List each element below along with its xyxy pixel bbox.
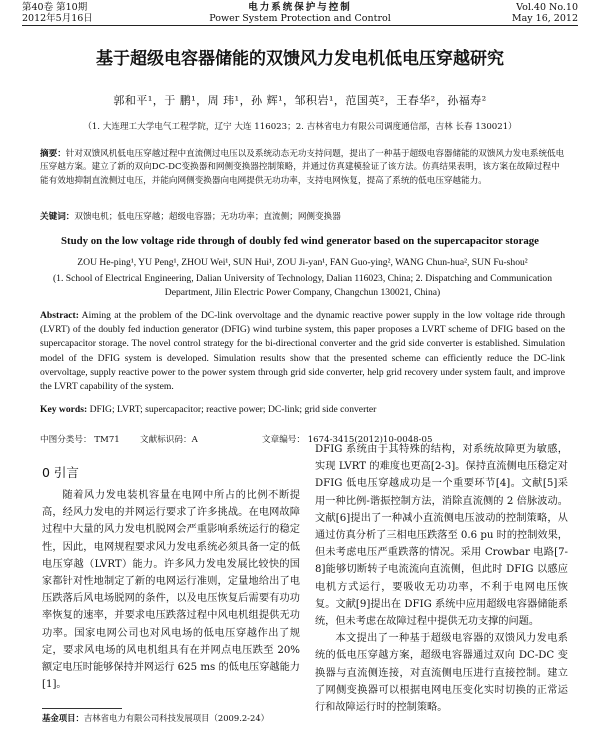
- footnote-label: 基金项目：: [42, 713, 84, 723]
- issue-date: 2012年5月16日: [22, 12, 93, 24]
- volume-en: Vol.40 No.10: [516, 2, 578, 13]
- abstract-en: [40, 309, 565, 394]
- section-heading-introduction: 0 引言: [42, 465, 79, 480]
- header-center: [22, 3, 578, 24]
- intro-paragraph-3: 本文提出了一种基于超级电容器的双馈风力发电系统的低电压穿越方案，超级电容器通过双向 DC-DC 变换器与直流侧连接，对直流侧电压进行直接控制。建立了网侧变换器可以根据电网电压变化实时切换的正常运行和故障运行时的控制策略。: [315, 633, 568, 714]
- header-rule: [22, 25, 578, 26]
- funding-footnote: [42, 712, 269, 724]
- author-list-en: ZOU He-ping¹, YU Peng¹, ZHOU Wei¹, SUN Hui¹, ZOU Ji-yan¹, FAN Guo-ying², WANG Chun-hua², SUN Fu-shou²: [77, 257, 528, 268]
- paper-title-en: Study on the low voltage ride through of doubly fed wind generator based on the supercapacitor storage: [61, 235, 539, 247]
- article-number: 文章编号： 1674-3415(2012)10-0048-05: [262, 435, 433, 445]
- keywords-cn-label: 关键词：: [40, 212, 75, 222]
- page-header: [22, 3, 578, 25]
- affiliation-en: (1. School of Electrical Engineering, Dalian University of Technology, Dalian 116023, China; 2. Dispatching and Communication Department, Jilin Electric Power Company, Changchun 130021, China): [52, 273, 553, 298]
- abstract-en-text: Aiming at the problem of the DC-link overvoltage and the dynamic reactive power supply in the low voltage ride through (LVRT) of the doubly fed induction generator (DFIG) wind turbine system, this paper proposes a LVRT scheme of DFIG based on the supercapacitor storage. The novel control strategy for the bi-directional converter and the grid side converter is established. Simulation model of the DFIG system is developed. Simulation results show that the presented scheme can efficiently reduce the DC-link overvoltage, supply reactive power to the power system through grid side converter, help grid recovery under system fault, and improve the LVRT capability of the system.: [40, 310, 565, 393]
- header-right: [512, 3, 578, 24]
- paper-title: 基于超级电容器储能的双馈风力发电机低电压穿越研究: [96, 49, 504, 69]
- affiliation: （1. 大连理工大学电气工程学院，辽宁 大连 116023；2. 吉林省电力有限公司调度通信部，吉林 长春 130021）: [83, 122, 517, 132]
- keywords-en-text: DFIG; LVRT; supercapacitor; reactive power; DC-link; grid side converter: [89, 404, 377, 415]
- clc-number: 中图分类号： TM71: [40, 435, 120, 445]
- issue-volume: 第40卷 第10期: [22, 2, 88, 13]
- abstract-cn-label: 摘要：: [40, 149, 66, 159]
- keywords-en: [40, 404, 565, 415]
- keywords-cn: [40, 210, 565, 222]
- author-list: 郭和平¹，于 鹏¹，周 玮¹，孙 辉¹，邹积岩¹，范国英²，王春华²，孙福寿²: [113, 94, 487, 107]
- document-code: 文献标识码：A: [140, 435, 198, 445]
- keywords-cn-text: 双馈电机；低电压穿越；超级电容器；无功功率；直流侧；网侧变换器: [74, 212, 341, 222]
- abstract-en-label: Abstract:: [40, 310, 79, 321]
- abstract-cn-text: 针对双馈风机低电压穿越过程中直流侧过电压以及系统动态无功支持问题，提出了一种基于超级电容器储能的双馈风力发电系统低电压穿越方案。建立了新的双向DC-DC变换器和网侧变换器控制策略，并通过仿真建模验证了该方法。仿真结果表明，该方案在故障过程中能有效地抑制直流侧过电压，并能向网侧变换器向电网提供无功功率，支持电网恢复，提高了系统的低电压穿越能力。: [40, 149, 565, 186]
- journal-name-cn: 电力系统保护与控制: [248, 2, 352, 13]
- journal-name-en: Power System Protection and Control: [209, 12, 391, 24]
- abstract-cn: [40, 148, 565, 188]
- body-column-left: [42, 487, 300, 693]
- intro-paragraph-2: DFIG 系统由于其特殊的结构，对系统故障更为敏感，实现 LVRT 的难度也更高[2-3]。保持直流侧电压稳定对 DFIG 低电压穿越成功是一个重要环节[4]。文献[5]采用一种比例-谐振控制方法，消除直流侧的 2 倍脉波动。文献[6]提出了一种减小直流侧电压波动的控制策略，从通过仿真分析了三相电压跌落至 0.6 pu 时的控制效果，但未考虑电压严重跌落的情况。采用 Crowbar 电路[7-8]能够切断转子电流流向直流侧，但此时 DFIG 以感应电机方式运行，要吸收无功功率，不利于电网电压恢复。文献[9]提出在 DFIG 系统中应用超级电容器储能系统，但未考虑在故障过程中提供无功支撑的问题。: [315, 444, 568, 628]
- date-en: May 16, 2012: [511, 12, 578, 24]
- keywords-en-label: Key words:: [40, 404, 88, 415]
- body-column-right: [315, 441, 568, 716]
- footnote-text: 吉林省电力有限公司科技发展项目（2009.2-24）: [83, 713, 270, 723]
- footnote-rule: [42, 708, 122, 709]
- intro-paragraph-1: 随着风力发电装机容量在电网中所占的比例不断提高，经风力发电的并网运行要求了许多挑战。在电网故障过程中大量的风力发电机脱网会严重影响系统运行的稳定性，因此，电网规程要求风力发电系统必须具备一定的低电压穿越（LVRT）能力。许多风力发电发展比较快的国家都针对性地制定了新的电网运行准则，定量地给出了电压跌落后风电场脱网的条件，以及电压恢复后需要有功功率恢复的速率，并要求电压跌落过程中风电机组提供无功功率。国家电网公司也对风电场的低电压穿越作出了规定，要求风电场的风电机组具有在并网点电压跌至 20%额定电压时能够保持并网运行 625 ms 的低电压穿越能力[1]。: [42, 490, 300, 691]
